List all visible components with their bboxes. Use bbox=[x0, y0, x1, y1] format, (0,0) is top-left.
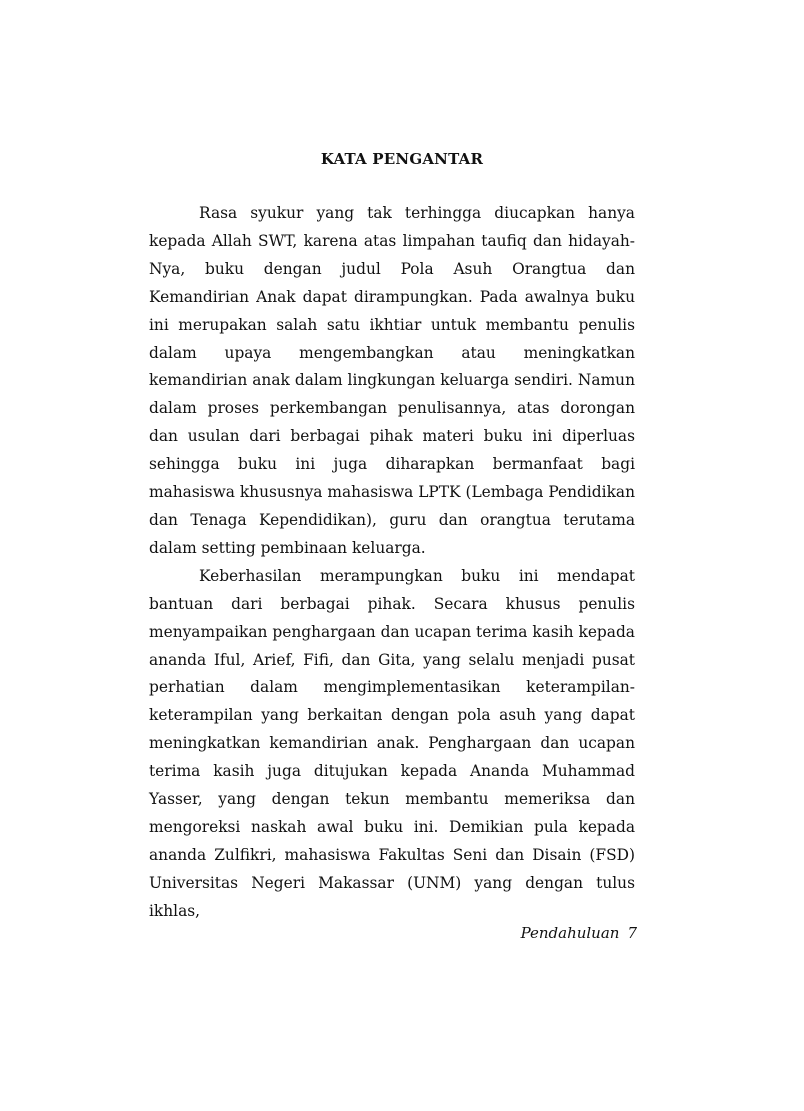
page-title: KATA PENGANTAR bbox=[320, 150, 484, 168]
footer-section: Pendahuluan bbox=[520, 924, 620, 942]
page-footer bbox=[521, 924, 637, 942]
paragraph-1: Rasa syukur yang tak terhingga diucapkan hanya kepada Allah SWT, karena atas limpahan taufiq dan hidayah-Nya, buku dengan judul Pola Asuh Orangtua dan Kemandirian Anak dapat dirampungkan. Pada awalnya buku ini merupakan salah satu ikhtiar untuk membantu penulis dalam upaya mengembangkan atau meningkatkan kemandirian anak dalam lingkungan keluarga sendiri. Namun dalam proses perkembangan penulisannya, atas dorongan dan usulan dari berbagai pihak materi buku ini diperluas sehingga buku ini juga diharapkan bermanfaat bagi mahasiswa khususnya mahasiswa LPTK (Lembaga Pendidikan dan Tenaga Kependidikan), guru dan orangtua terutama dalam setting pembinaan keluarga. bbox=[149, 204, 635, 557]
body-text bbox=[149, 200, 635, 926]
page-number: 7 bbox=[627, 924, 637, 942]
paragraph-2: Keberhasilan merampungkan buku ini mendapat bantuan dari berbagai pihak. Secara khusus penulis menyampaikan penghargaan dan ucapan terima kasih kepada ananda Iful, Arief, Fifi, dan Gita, yang selalu menjadi pusat perhatian dalam mengimplementasikan keterampilan-keterampilan yang berkaitan dengan pola asuh yang dapat meningkatkan kemandirian anak. Penghargaan dan ucapan terima kasih juga ditujukan kepada Ananda Muhammad Yasser, yang dengan tekun membantu memeriksa dan mengoreksi naskah awal buku ini. Demikian pula kepada ananda Zulfikri, mahasiswa Fakultas Seni dan Disain (FSD) Universitas Negeri Makassar (UNM) yang dengan tulus ikhlas, bbox=[149, 566, 635, 920]
